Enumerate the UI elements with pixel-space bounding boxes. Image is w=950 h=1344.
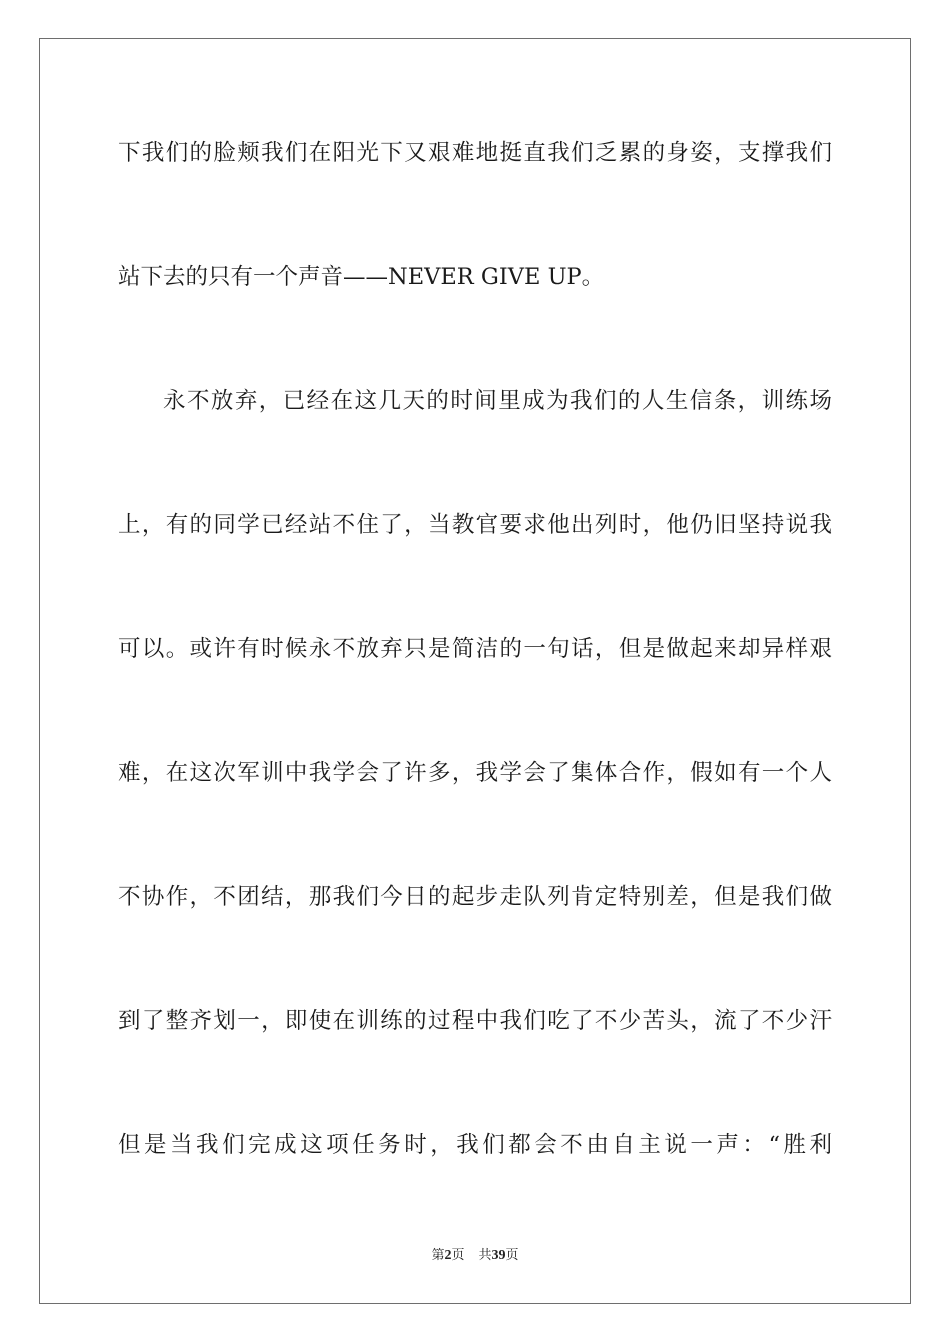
text-line-8: 到了整齐划一，即使在训练的过程中我们吃了不少苦头，流了不少汗 <box>118 1008 832 1034</box>
text-line-3: 永不放弃，已经在这几天的时间里成为我们的人生信条，训练场 <box>163 388 832 414</box>
text-line-6: 难，在这次军训中我学会了许多，我学会了集体合作，假如有一个人 <box>118 760 832 786</box>
text-line-5: 可以。或许有时候永不放弃只是简洁的一句话，但是做起来却异样艰 <box>118 636 832 662</box>
text-line-2: 站下去的只有一个声音——NEVER GIVE UP。 <box>118 264 605 290</box>
page-current: 2 <box>444 1248 452 1263</box>
text-line-9: 但是当我们完成这项任务时，我们都会不由自主说一声：“胜利 <box>118 1132 832 1158</box>
total-prefix: 共 <box>478 1248 492 1263</box>
page-prefix: 第 <box>431 1248 445 1263</box>
text-line-7: 不协作，不团结，那我们今日的起步走队列肯定特别差，但是我们做 <box>118 884 832 910</box>
text-line-4: 上，有的同学已经站不住了，当教官要求他出列时，他仍旧坚持说我 <box>118 512 832 538</box>
text-line-1: 下我们的脸颊我们在阳光下又艰难地挺直我们乏累的身姿，支撑我们 <box>118 140 832 166</box>
page-footer <box>0 1247 950 1265</box>
page-suffix: 页 <box>451 1248 465 1263</box>
total-suffix: 页 <box>505 1248 519 1263</box>
page-total: 39 <box>491 1248 506 1263</box>
page-border <box>39 38 911 1304</box>
